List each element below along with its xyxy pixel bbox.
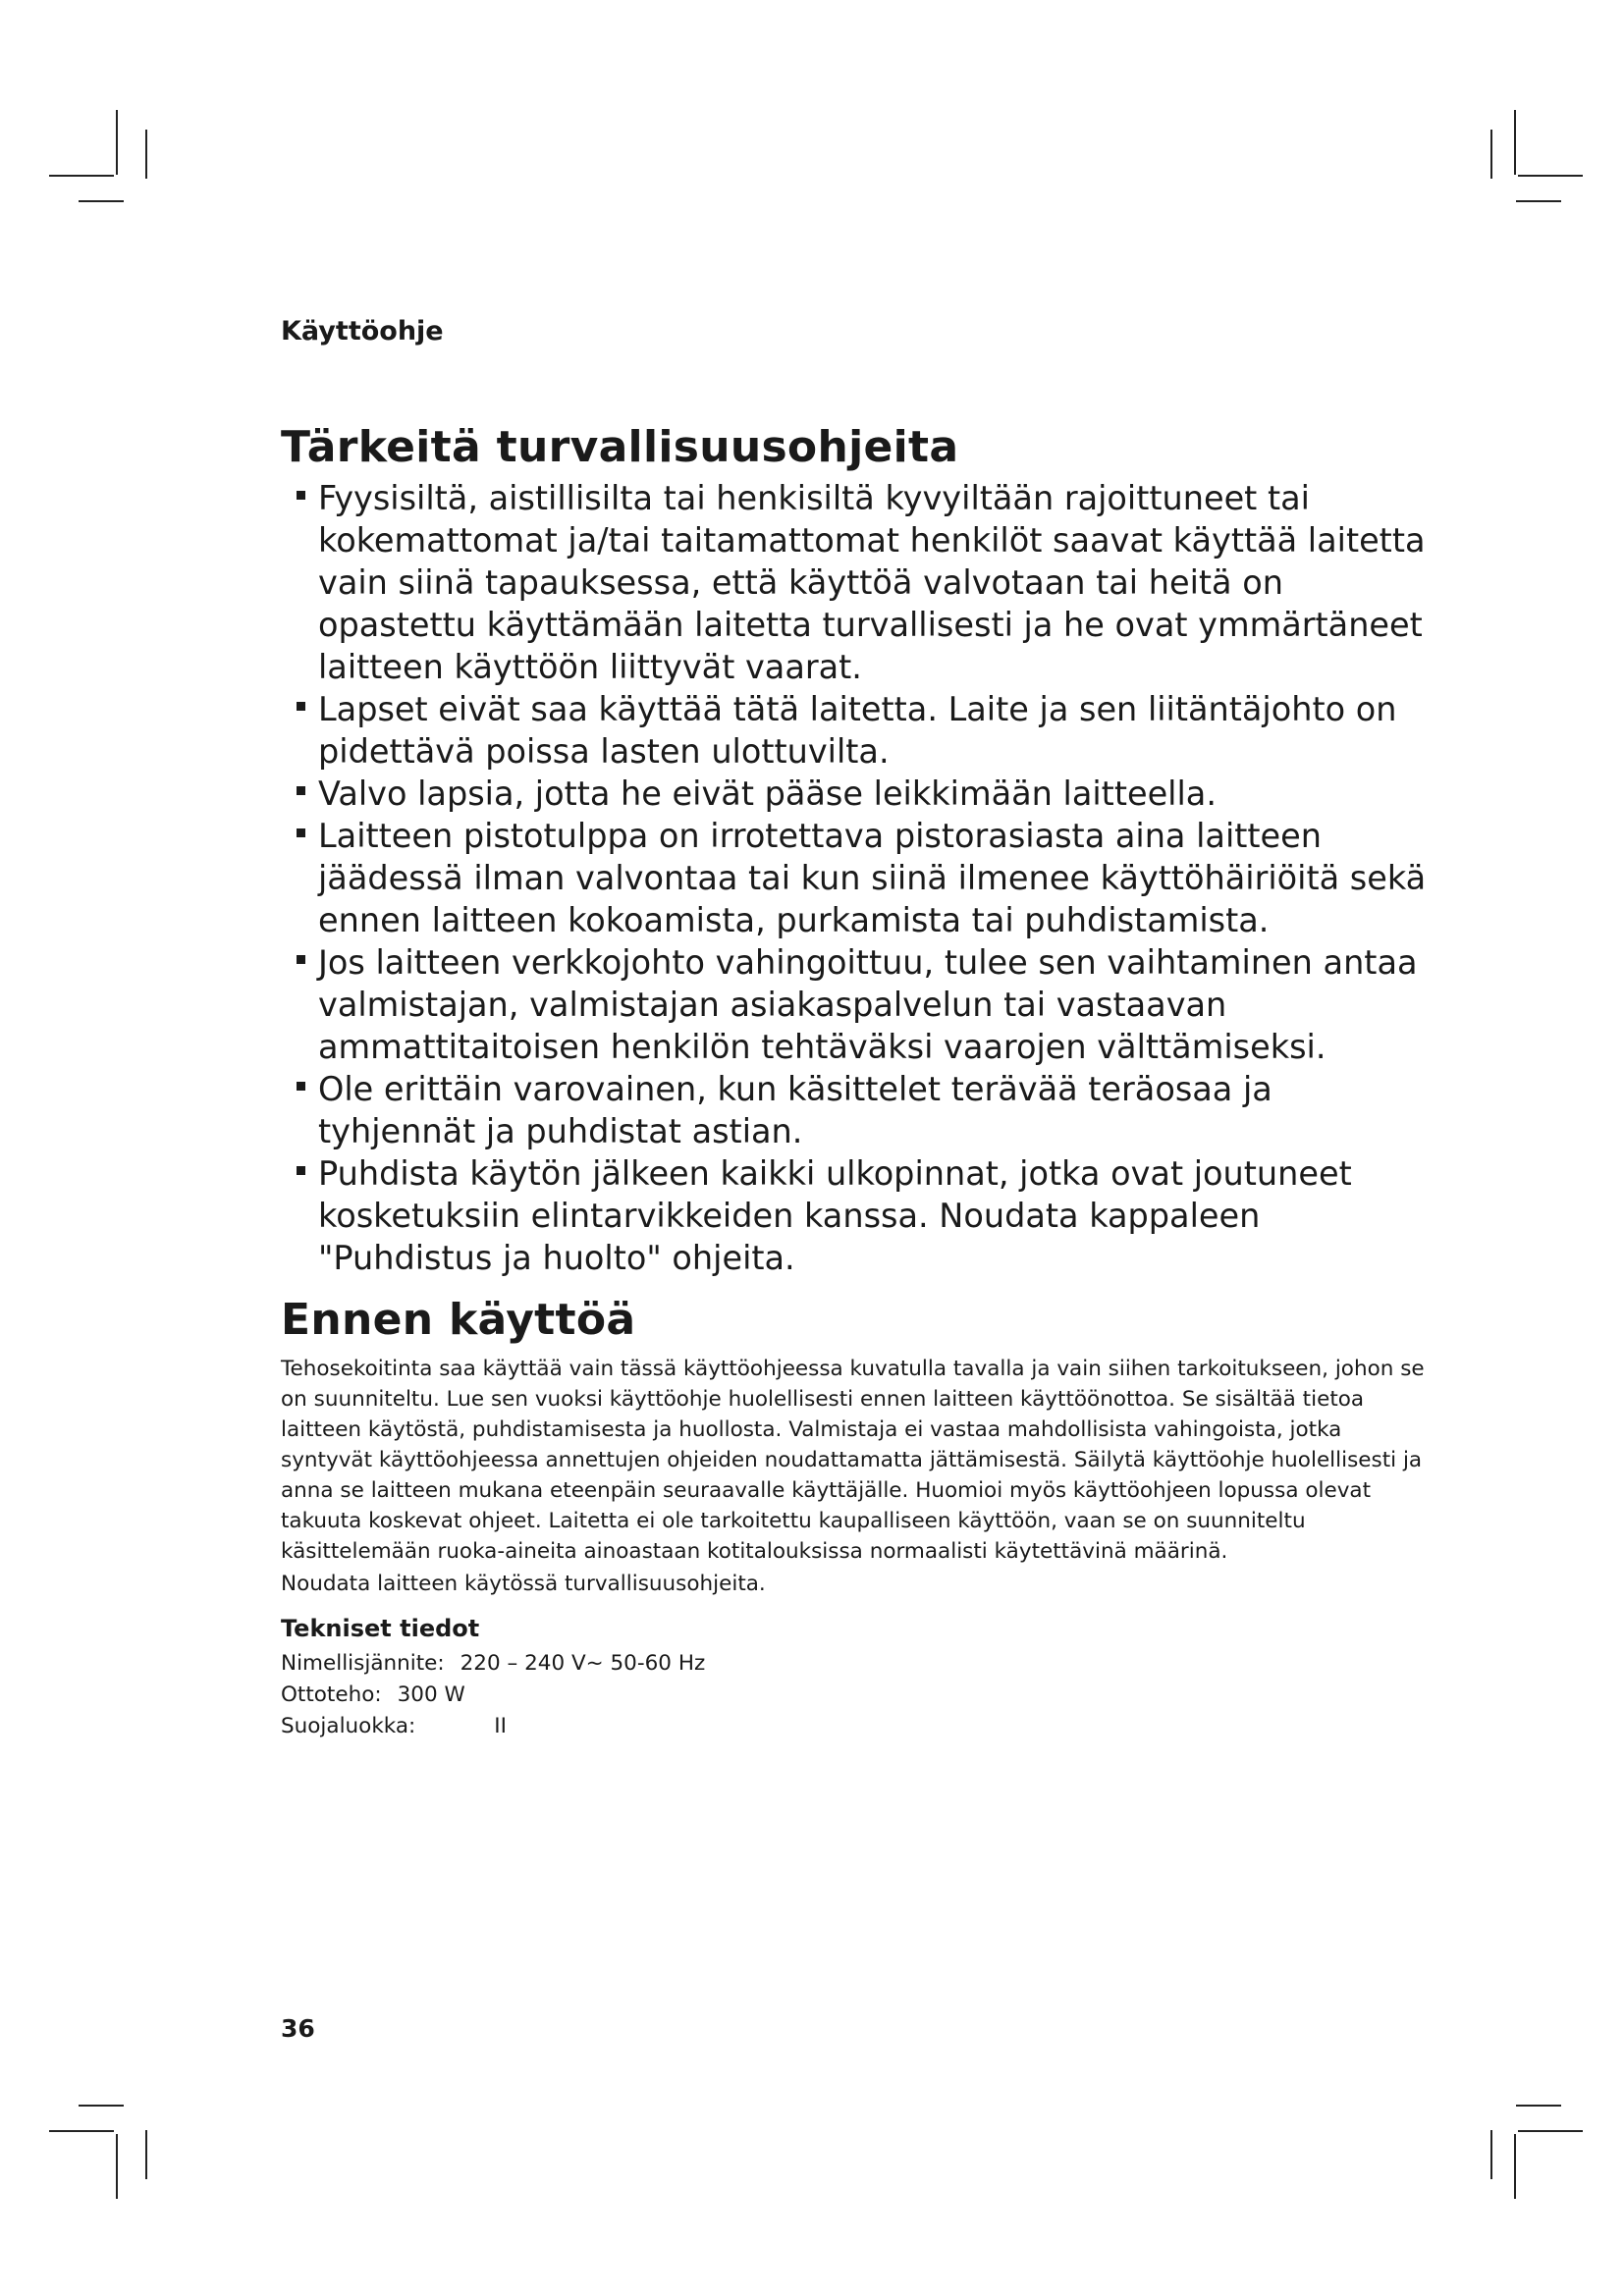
- page-number: 36: [281, 2014, 315, 2043]
- spec-value: II: [494, 1714, 507, 1738]
- spec-label: Nimellisjännite:: [281, 1651, 445, 1676]
- before-use-heading: Ennen käyttöä: [281, 1295, 636, 1345]
- spec-row-power: [281, 1680, 1430, 1711]
- crop-mark: [1514, 110, 1516, 175]
- crop-mark: [79, 200, 124, 202]
- crop-mark: [145, 130, 147, 179]
- crop-mark: [1516, 200, 1561, 202]
- crop-mark: [49, 175, 114, 177]
- list-item: Puhdista käytön jälkeen kaikki ulkopinnat, jotka ovat joutuneet kosketuksiin elintarvikkeiden kanssa. Noudata kappaleen "Puhdistus ja huolto" ohjeita.: [318, 1152, 1430, 1279]
- tech-heading: Tekniset tiedot: [281, 1615, 480, 1642]
- safety-heading: Tärkeitä turvallisuusohjeita: [281, 422, 959, 472]
- crop-mark: [1490, 130, 1492, 179]
- before-use-paragraph: Tehosekoitinta saa käyttää vain tässä käyttöohjeessa kuvatulla tavalla ja vain siihen tarkoitukseen, johon se on suunniteltu. Lue sen vuoksi käyttöohje huolellisesti ennen laitteen käyttöönottoa. Se sisältää tietoa laitteen käytöstä, puhdistamisesta ja huollosta. Valmistaja ei vastaa mahdollisista vahingoista, jotka syntyvät käyttöohjeessa annettujen ohjeiden noudattamatta jättämisestä. Säilytä käyttöohje huolellisesti ja anna se laitteen mukana eteenpäin seuraavalle käyttäjälle. Huomioi myös käyttöohjeen lopussa olevat takuuta koskevat ohjeet. Laitetta ei ole tarkoitettu kaupalliseen käyttöön, vaan se on suunniteltu käsittelemään ruoka-aineita ainoastaan kotitalouksissa normaalisti käytettävinä määrinä.: [281, 1357, 1425, 1564]
- list-item: Valvo lapsia, jotta he eivät pääse leikkimään laitteella.: [318, 773, 1430, 815]
- crop-mark: [116, 110, 118, 175]
- crop-mark: [145, 2130, 147, 2179]
- main-content: [281, 422, 1430, 1742]
- before-use-note: Noudata laitteen käytössä turvallisuusohjeita.: [281, 1572, 766, 1596]
- list-item: Fyysisiltä, aistillisilta tai henkisiltä kyvyiltään rajoittuneet tai kokemattomat ja/tai taitamattomat henkilöt saavat käyttää laitetta vain siinä tapauksessa, että käyttöä valvotaan tai heitä on opastettu käyttämään laitetta turvallisesti ja he ovat ymmärtäneet laitteen käyttöön liittyvät vaarat.: [318, 477, 1430, 688]
- crop-mark: [1518, 175, 1583, 177]
- spec-label: Ottoteho:: [281, 1682, 382, 1707]
- safety-list: [281, 477, 1430, 1279]
- list-item: Ole erittäin varovainen, kun käsittelet terävää teräosaa ja tyhjennät ja puhdistat astian.: [318, 1068, 1430, 1152]
- crop-mark: [1516, 2105, 1561, 2107]
- crop-mark: [1518, 2130, 1583, 2132]
- spec-value: 300 W: [397, 1682, 465, 1707]
- spec-label: Suojaluokka:: [281, 1714, 416, 1738]
- running-header: Käyttöohje: [281, 316, 444, 347]
- spec-row-voltage: [281, 1648, 1430, 1680]
- list-item: Jos laitteen verkkojohto vahingoittuu, tulee sen vaihtaminen antaa valmistajan, valmistajan asiakaspalvelun tai vastaavan ammattitaitoisen henkilön tehtäväksi vaarojen välttämiseksi.: [318, 941, 1430, 1068]
- list-item: Lapset eivät saa käyttää tätä laitetta. Laite ja sen liitäntäjohto on pidettävä poissa lasten ulottuvilta.: [318, 688, 1430, 773]
- spec-row-protection-class: [281, 1711, 1430, 1742]
- crop-mark: [116, 2134, 118, 2199]
- crop-mark: [49, 2130, 114, 2132]
- crop-mark: [1490, 2130, 1492, 2179]
- crop-mark: [1514, 2134, 1516, 2199]
- crop-mark: [79, 2105, 124, 2107]
- spec-value: 220 – 240 V~ 50-60 Hz: [460, 1651, 706, 1676]
- list-item: Laitteen pistotulppa on irrotettava pistorasiasta aina laitteen jäädessä ilman valvontaa tai kun siinä ilmenee käyttöhäiriöitä sekä ennen laitteen kokoamista, purkamista tai puhdistamista.: [318, 815, 1430, 941]
